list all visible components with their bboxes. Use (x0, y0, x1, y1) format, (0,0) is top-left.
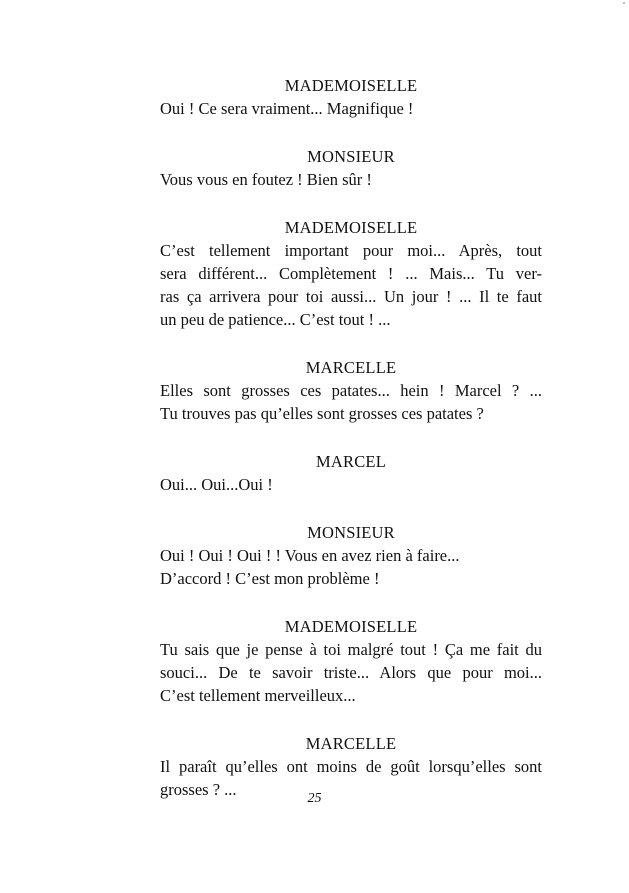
dialogue-line: Tu trouves pas qu’elles sont grosses ces patates ? (160, 404, 484, 423)
speaker-name: MADEMOISELLE (284, 76, 418, 95)
dialogue-column (160, 74, 542, 826)
dialogue-line: D’accord ! C’est mon problème ! (160, 569, 380, 588)
dialogue-line: Elles sont grosses ces patates... hein ! Marcel ? ... (160, 381, 542, 400)
dialogue-block (160, 356, 542, 425)
dialogue-line: C’est tellement merveilleux... (160, 686, 356, 705)
dialogue-block (160, 450, 542, 496)
dialogue-line: Il paraît qu’elles ont moins de goût lorsqu’elles sont (160, 757, 542, 776)
speaker-name: MONSIEUR (307, 523, 395, 542)
dialogue-block (160, 216, 542, 331)
dialogue-block (160, 615, 542, 707)
dialogue-line: ras ça arrivera pour toi aussi... Un jour ! ... Il te faut (160, 287, 542, 306)
scan-speck (623, 2, 625, 4)
dialogue-line: Oui ! Oui ! Oui ! ! Vous en avez rien à faire... (160, 546, 460, 565)
dialogue-block (160, 74, 542, 120)
speaker-name: MARCELLE (305, 734, 397, 753)
dialogue-line: C’est tellement important pour moi... Après, tout (160, 241, 542, 260)
speaker-name: MARCEL (316, 452, 386, 471)
dialogue-line: grosses ? ... (160, 780, 237, 799)
speaker-name: MADEMOISELLE (284, 617, 418, 636)
dialogue-line: Tu sais que je pense à toi malgré tout ! Ça me fait du (160, 640, 542, 659)
dialogue-line: Oui... Oui...Oui ! (160, 475, 273, 494)
dialogue-line: souci... De te savoir triste... Alors que pour moi... (160, 663, 542, 682)
dialogue-block (160, 145, 542, 191)
speaker-name: MARCELLE (305, 358, 397, 377)
speaker-name: MONSIEUR (307, 147, 395, 166)
dialogue-line: sera différent... Complètement ! ... Mais... Tu ver- (160, 264, 542, 283)
dialogue-block (160, 521, 542, 590)
dialogue-line: un peu de patience... C’est tout ! ... (160, 310, 391, 329)
page-number: 25 (307, 791, 322, 806)
dialogue-line: Vous vous en foutez ! Bien sûr ! (160, 170, 372, 189)
dialogue-line: Oui ! Ce sera vraiment... Magnifique ! (160, 99, 414, 118)
speaker-name: MADEMOISELLE (284, 218, 418, 237)
